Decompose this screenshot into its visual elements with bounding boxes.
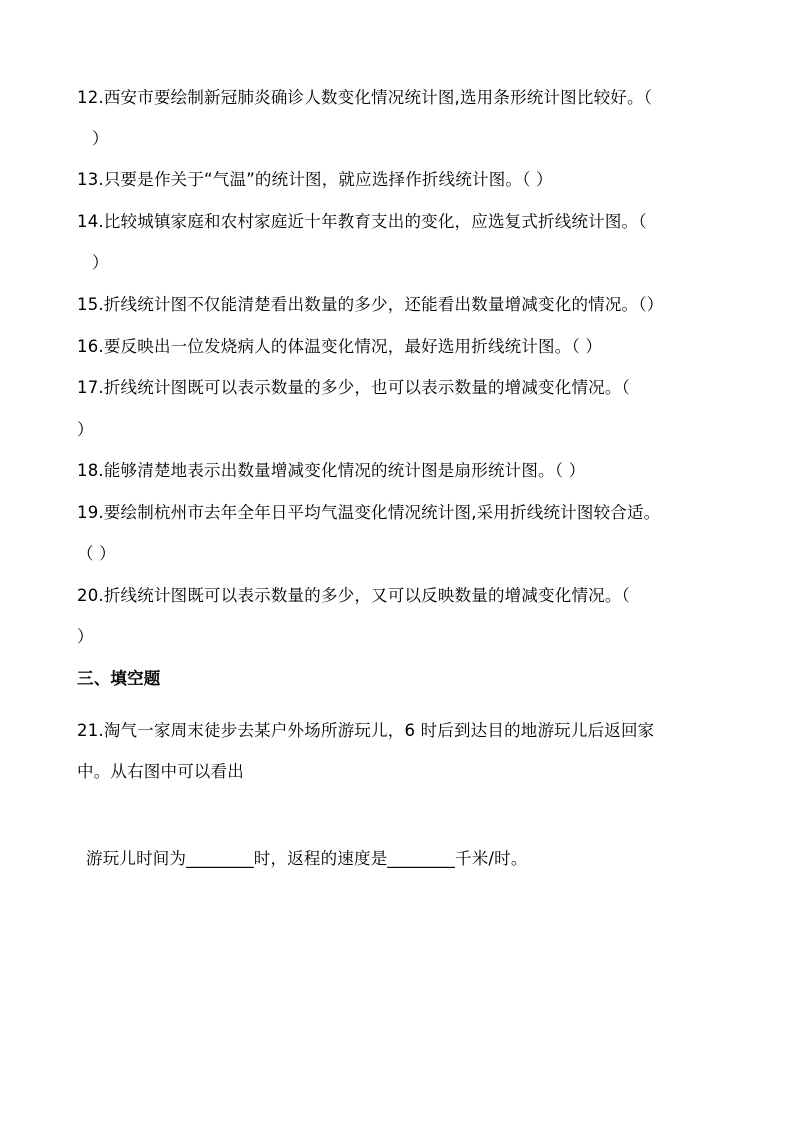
section-3-heading: 三、填空题: [77, 669, 161, 688]
question-13: 13.只要是作关于“气温”的统计图，就应选择作折线统计图。（ ）: [77, 170, 553, 189]
question-16: 16.要反映出一位发烧病人的体温变化情况，最好选用折线统计图。（ ）: [77, 337, 603, 356]
question-20-line-1: 20.折线统计图既可以表示数量的多少，又可以反映数量的增减变化情况。（: [77, 586, 630, 605]
question-19-line-1: 19.要绘制杭州市去年全年日平均气温变化情况统计图,采用折线统计图较合适。: [77, 503, 661, 522]
question-17-line-2: ）: [77, 420, 94, 439]
question-19-line-2: （ ）: [77, 544, 116, 563]
question-17-line-1: 17.折线统计图既可以表示数量的多少，也可以表示数量的增减变化情况。（: [77, 378, 630, 397]
question-14-line-1: 14.比较城镇家庭和农村家庭近十年教育支出的变化，应选复式折线统计图。（: [77, 212, 647, 231]
question-15: 15.折线统计图不仅能清楚看出数量的多少，还能看出数量增减变化的情况。（）: [77, 295, 664, 314]
question-20-line-2: ）: [77, 627, 94, 646]
question-18: 18.能够清楚地表示出数量增减变化情况的统计图是扇形统计图。（ ）: [77, 461, 586, 480]
question-21-line-2: 中。从右图中可以看出: [77, 762, 244, 781]
question-21-line-1: 21.淘气一家周末徒步去某户外场所游玩儿，6 时后到达目的地游玩儿后返回家: [77, 721, 655, 740]
question-21-line-3: 游玩儿时间为________时，返程的速度是________千米/时。: [86, 849, 528, 868]
question-12-line-2: ）: [92, 129, 109, 148]
question-12-line-1: 12.西安市要绘制新冠肺炎确诊人数变化情况统计图,选用条形统计图比较好。（: [77, 88, 653, 107]
question-14-line-2: ）: [92, 253, 109, 272]
